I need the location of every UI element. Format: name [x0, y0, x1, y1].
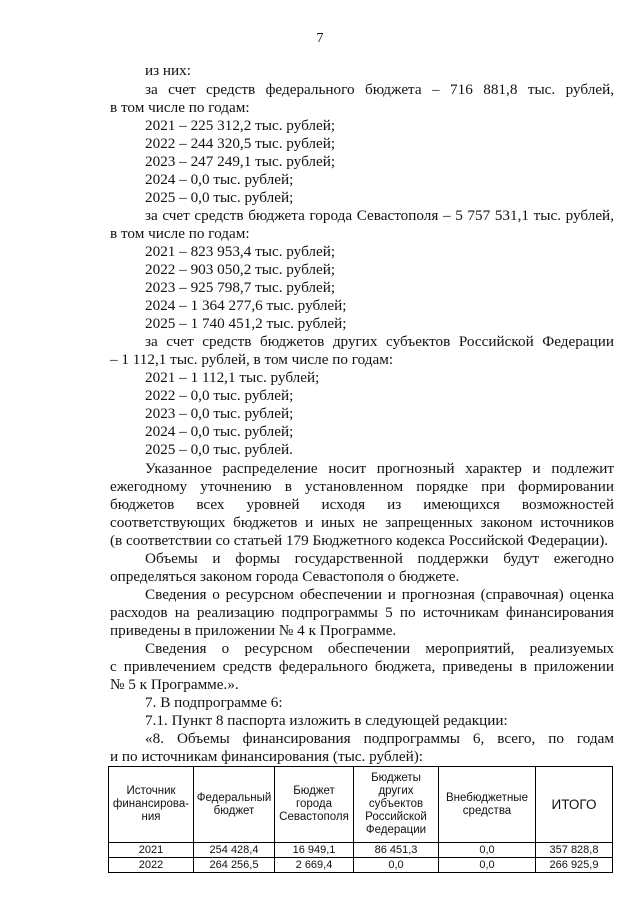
text-line: Указанное распределение носит прогнозный характер и подлежит	[145, 460, 614, 477]
cell-extrabudgetary: 0,0	[439, 843, 536, 858]
header-total: ИТОГО	[536, 767, 613, 843]
text-line: 2022 – 903 050,2 тыс. рублей;	[145, 261, 336, 278]
text-line: 2025 – 1 740 451,2 тыс. рублей;	[145, 315, 347, 332]
cell-year: 2022	[109, 858, 194, 873]
page-number: 7	[316, 31, 324, 46]
cell-sevastopol: 16 949,1	[275, 843, 354, 858]
text-line: (в соответствии со статьей 179 Бюджетного кодекса Российской Федерации).	[110, 532, 609, 549]
text-line: «8. Объемы финансирования подпрограммы 6, всего, по годам	[145, 730, 614, 747]
cell-federal: 254 428,4	[194, 843, 275, 858]
text-line: Сведения о ресурсном обеспечении мероприятий, реализуемых	[145, 640, 614, 657]
text-line: ежегодному уточнению в установленном порядке при формировании	[110, 478, 614, 495]
text-line: 2022 – 0,0 тыс. рублей;	[145, 387, 294, 404]
text-line: № 5 к Программе.».	[110, 676, 239, 693]
table-row	[109, 843, 613, 858]
text-line: 2024 – 0,0 тыс. рублей;	[145, 423, 294, 440]
text-line: 2021 – 823 953,4 тыс. рублей;	[145, 243, 336, 260]
cell-extrabudgetary: 0,0	[439, 858, 536, 873]
cell-year: 2021	[109, 843, 194, 858]
cell-other-subjects: 0,0	[354, 858, 439, 873]
header-other-subjects: Бюджеты других субъектов Российской Федерации	[354, 767, 439, 843]
cell-total: 357 828,8	[536, 843, 613, 858]
text-line: 2024 – 1 364 277,6 тыс. рублей;	[145, 297, 347, 314]
text-line: – 1 112,1 тыс. рублей, в том числе по годам:	[110, 351, 394, 368]
text-line: 2021 – 225 312,2 тыс. рублей;	[145, 117, 336, 134]
text-line: в том числе по годам:	[110, 225, 250, 242]
header-source: Источник финансирова-ния	[109, 767, 194, 843]
text-line: приведены в приложении № 4 к Программе.	[110, 622, 397, 639]
text-line: бюджетов всех уровней исходя из имеющихся возможностей	[110, 496, 614, 513]
text-line: 2023 – 0,0 тыс. рублей;	[145, 405, 294, 422]
text-line: определяться законом города Севастополя о бюджете.	[110, 568, 460, 585]
text-line: в том числе по годам:	[110, 99, 250, 116]
text-line: 2023 – 925 798,7 тыс. рублей;	[145, 279, 336, 296]
header-extrabudgetary: Внебюджетные средства	[439, 767, 536, 843]
text-line: с привлечением средств федерального бюджета, приведены в приложении	[110, 658, 614, 675]
text-line: 2023 – 247 249,1 тыс. рублей;	[145, 153, 336, 170]
text-line: 2025 – 0,0 тыс. рублей.	[145, 441, 293, 458]
text-line: 2021 – 1 112,1 тыс. рублей;	[145, 369, 320, 386]
cell-other-subjects: 86 451,3	[354, 843, 439, 858]
table-row	[109, 858, 613, 873]
text-line: 7.1. Пункт 8 паспорта изложить в следующей редакции:	[145, 712, 508, 729]
cell-sevastopol: 2 669,4	[275, 858, 354, 873]
text-line: Объемы и формы государственной поддержки будут ежегодно	[145, 550, 614, 567]
cell-total: 266 925,9	[536, 858, 613, 873]
header-sevastopol: Бюджет города Севастополя	[275, 767, 354, 843]
text-line: за счет средств бюджетов других субъектов Российской Федерации	[145, 333, 614, 350]
text-line: за счет средств федерального бюджета – 716 881,8 тыс. рублей,	[145, 81, 614, 98]
header-federal: Федеральный бюджет	[194, 767, 275, 843]
text-line: из них:	[145, 62, 191, 79]
text-line: за счет средств бюджета города Севастополя – 5 757 531,1 тыс. рублей,	[145, 207, 614, 224]
text-line: Сведения о ресурсном обеспечении и прогнозная (справочная) оценка	[145, 586, 614, 603]
text-line: 7. В подпрограмме 6:	[145, 694, 283, 711]
text-line: и по источникам финансирования (тыс. рублей):	[110, 748, 614, 766]
text-line: расходов на реализацию подпрограммы 5 по источникам финансирования	[110, 604, 614, 621]
text-line: 2025 – 0,0 тыс. рублей;	[145, 189, 294, 206]
table-header-row	[109, 767, 613, 843]
text-line: 2022 – 244 320,5 тыс. рублей;	[145, 135, 336, 152]
cell-federal: 264 256,5	[194, 858, 275, 873]
text-line: 2024 – 0,0 тыс. рублей;	[145, 171, 294, 188]
text-line: соответствующих бюджетов и иных не запрещенных законом источников	[110, 514, 614, 531]
financing-table	[108, 766, 613, 873]
